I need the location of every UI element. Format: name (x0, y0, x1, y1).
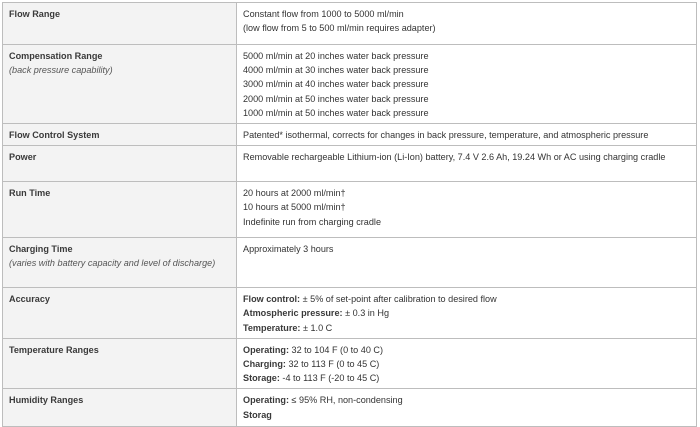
spec-value-line: Approximately 3 hours (243, 244, 334, 255)
spec-value-line: 1000 ml/min at 50 inches water back pressure (243, 107, 429, 118)
spec-label: Flow Range (9, 9, 61, 19)
spec-label: Charging Time (9, 244, 73, 255)
specifications-table (2, 2, 697, 427)
spec-value-line (243, 357, 690, 371)
table-row (3, 146, 697, 182)
spec-label-cell (3, 338, 237, 389)
spec-value-key: Temperature: (243, 322, 301, 333)
spec-value-text: Removable rechargeable Lithium-ion (Li-Ion) battery, 7.4 V 2.6 Ah, 19.24 Wh or AC using charging cradle (243, 152, 666, 163)
spec-value-cell (237, 338, 697, 389)
spec-value-line (243, 408, 690, 422)
spec-value-cell (237, 146, 697, 182)
spec-value-text: 32 to 113 F (0 to 45 C) (285, 359, 380, 370)
spec-label-cell (3, 3, 237, 45)
spec-value-cell (237, 124, 697, 146)
table-row (3, 288, 697, 339)
spec-value-key: Flow control: (243, 294, 301, 305)
spec-label-cell (3, 45, 237, 124)
spec-value-text: -4 to 113 F (-20 to 45 C) (279, 373, 380, 384)
spec-value-line (243, 343, 690, 357)
spec-value-cell (237, 288, 697, 339)
spec-label: Power (9, 152, 37, 163)
spec-label-cell (3, 389, 237, 427)
spec-value-text: ± 5% of set-point after calibration to desired flow (300, 294, 497, 305)
spec-value-line (243, 321, 690, 335)
spec-label-note: (back pressure capability) (9, 65, 113, 76)
spec-label-cell (3, 288, 237, 339)
spec-label: Flow Control System (9, 130, 100, 141)
spec-value-text: 32 to 104 F (0 to 40 C) (288, 344, 384, 355)
table-row (3, 3, 697, 45)
spec-value-key: Operating: (243, 395, 289, 406)
spec-value-line: Indefinite run from charging cradle (243, 216, 381, 227)
specifications-table-container (2, 2, 697, 427)
spec-label-cell (3, 146, 237, 182)
spec-label-cell (3, 124, 237, 146)
spec-value-cell (237, 389, 697, 427)
spec-label: Run Time (9, 188, 51, 199)
spec-label-cell (3, 182, 237, 238)
spec-value-line: Patented* isothermal, corrects for changes in back pressure, temperature, and atmospheric pressure (243, 130, 649, 141)
spec-value-line: 20 hours at 2000 ml/min† (243, 188, 346, 199)
spec-value-line (243, 292, 690, 306)
spec-value-line: 5000 ml/min at 20 inches water back pressure (243, 51, 429, 61)
spec-value-text: ± 0.3 in Hg (342, 308, 390, 319)
spec-label-note: (varies with battery capacity and level of discharge) (9, 258, 216, 269)
spec-value-text: ± 1.0 C (300, 322, 333, 333)
spec-value-key: Atmospheric pressure: (243, 308, 343, 319)
spec-label: Temperature Ranges (9, 344, 99, 355)
table-row (3, 338, 697, 389)
spec-value-cell (237, 45, 697, 124)
spec-value-key: Charging: (243, 359, 286, 370)
table-row (3, 238, 697, 288)
spec-label: Humidity Ranges (9, 395, 84, 406)
spec-value-line: 3000 ml/min at 40 inches water back pressure (243, 79, 429, 90)
table-row (3, 182, 697, 238)
spec-value-line: 10 hours at 5000 ml/min† (243, 202, 346, 213)
spec-value-line: Constant flow from 1000 to 5000 ml/min (243, 9, 404, 19)
spec-label: Compensation Range (9, 51, 103, 61)
spec-value-cell (237, 3, 697, 45)
spec-value-line (243, 393, 690, 407)
spec-label: Accuracy (9, 294, 50, 305)
table-row (3, 124, 697, 146)
table-row (3, 389, 697, 427)
spec-value-text: ≤ 95% RH, non-condensing (288, 395, 403, 406)
spec-value-cell (237, 182, 697, 238)
spec-value-cell (237, 238, 697, 288)
spec-value-key: Storag (243, 409, 272, 420)
specifications-table-body (3, 3, 697, 427)
spec-value-line: 4000 ml/min at 30 inches water back pressure (243, 65, 429, 76)
spec-value-key: Operating: (243, 344, 289, 355)
spec-value-line: (low flow from 5 to 500 ml/min requires adapter) (243, 23, 436, 34)
spec-label-cell (3, 238, 237, 288)
spec-value-line (243, 306, 690, 320)
spec-value-key: Storage: (243, 373, 280, 384)
spec-value-line: 2000 ml/min at 50 inches water back pressure (243, 93, 429, 104)
spec-value-line (243, 371, 690, 385)
table-row (3, 45, 697, 124)
